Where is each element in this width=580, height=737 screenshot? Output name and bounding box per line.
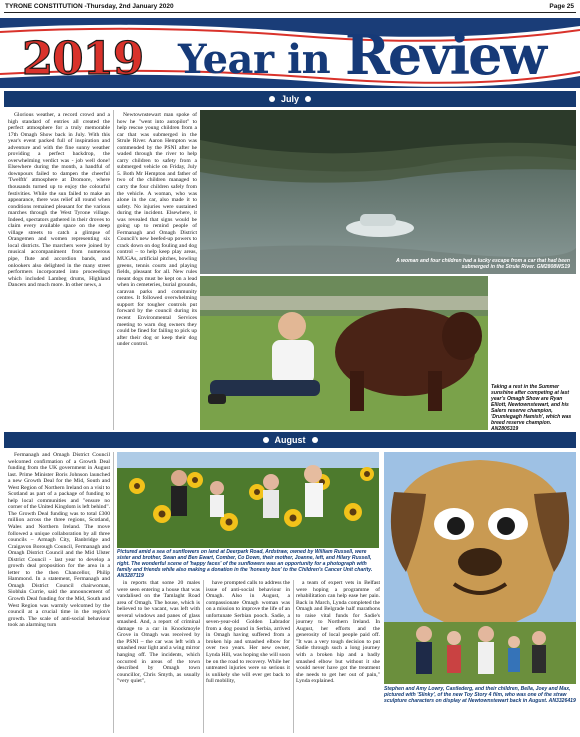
show-field-image bbox=[200, 276, 488, 430]
column-divider bbox=[113, 110, 114, 430]
section-bar-july bbox=[4, 91, 576, 107]
photo-straw-sculpture bbox=[384, 452, 576, 684]
photo-caption-sunflowers: Pictured amid a sea of sunflowers on land at Deerpark Road, Ardstraw, owned by William Russell, were sister and brother, Swan and Ben Ewart, Comber, Co Down, their mother, Joanne, left, and Hilary Russell, right. The wonderful scene of 'happy faces' of the sunflowers was an opportunity for a photograph with family and friends while also making a donation in the 'honesty box' to the Children's Cancer Unit charity. AN3287119 bbox=[117, 549, 373, 579]
august-text-col2: in reports that some 20 males were seen entering a house that was vandalised on the Tamlaght Road area of Omagh. The house, which is believed to be vacant, was left with several windows and panes of glass smashed. And, a report of criminal damage to a car in Knockmoyle Grove in Omagh was received by the PSNI – the car was left with a smashed rear light and a wing mirror hanging off. The incidents, which occurred in areas of the town described by Omagh town councillor, Chris Smyth, as usually "very quiet", bbox=[117, 580, 200, 685]
bullet-icon bbox=[269, 96, 275, 102]
august-article-col2 bbox=[117, 580, 200, 733]
august-article-col4 bbox=[296, 580, 380, 733]
august-text-col3: have prompted calls to address the issue of anti-social behaviour in Omagh. Also in August, a compassionate Omagh woman was on a mission to improve the life of an unfortunate Serbian pooch. Sadie, a seven-year-old Golden Labrador from a dog pound in Serbia, arrived in Omagh having suffered from a broken hip and smashed elbow for over two years. Her new owner, Lynda Hill, was hoping she will soon be on the road to recovery. While her untreated injuries were so serious it is unlikely she will ever get back to full mobility, bbox=[206, 580, 290, 685]
section-title-august: August bbox=[274, 435, 306, 445]
photo-submerged-car bbox=[200, 110, 576, 274]
banner-review: Review bbox=[345, 23, 545, 87]
year-in-review-banner bbox=[0, 18, 580, 88]
banner-year: 2019 bbox=[22, 32, 144, 85]
august-text-col1: Fermanagh and Omagh District Council welcomed confirmation of a Growth Deal funding from the UK government in August last. Prime Minister Boris Johnson launched a new Growth Deal for the Mid, South and West Region of Northern Ireland on a visit to Scotland as part of a package of funding to help local communities and "ensure no corner of the United Kingdom is left behind". The Growth Deal funding was to total £300 million across the three regions, Scotland, Wales and Northern Ireland. The move followed a unique collaboration by all three councils – Armagh City, Banbridge and Craigavon Borough Council, Fermanagh and Omagh District Council and the Mid Ulster District Council - last year to develop a growth deal proposition for the area in a letter to the then Chancellor, Philip Hammond. In a statement, Fermanagh and Omagh District Council chairwoman, Siobhán Currie, said the announcement of Growth Deal funding for the Mid, South and West Region was warmly welcomed by the council at a crucial time in the region's growth. The scale of anti-social behaviour took an alarming turn bbox=[8, 452, 110, 629]
bullet-icon bbox=[263, 437, 269, 443]
august-article-col3 bbox=[206, 580, 290, 733]
august-text-col4: a team of expert vets in Belfast were hoping a programme of rehabilitation can help ease her pain. Back in March, Lynda completed the Omagh and Belgrade half marathons to raise vital funds for Sadie's journey to Northern Ireland. In August, her efforts and the generosity of local people paid off. "It was a very tough decision to put Sadie through such a long journey with a broken hip and a badly smashed elbow but without it she would never have got the treatment she needs to get her out of pain," Lynda explained. bbox=[296, 580, 380, 685]
river-scene-image bbox=[200, 110, 576, 274]
bullet-icon bbox=[312, 437, 318, 443]
july-article-col1 bbox=[8, 112, 110, 430]
paper-masthead-line: TYRONE CONSTITUTION -Thursday, 2nd January 2020 bbox=[5, 3, 174, 10]
july-text-col2: Newtownstewart man spoke of how he "went into autopilot" to help rescue young children from a car that was submerged in the Strule River. Aaron Hempton was commended by the PSNI after he waded through the river to help carry children to safety from a submerged vehicle on Friday, July 5. Both Mr Hempton and father of two of the children managed to carry the four children safely from the vehicle. A woman, who was alone in the car, also made it to safety. No injuries were sustained during the incident. Elsewhere, it was revealed that signs would be going up to remind people of Fermanagh and Omagh District Council's new beefed-up powers to crack down on dog fouling and dog control – to help keep play areas, MUGAs, artificial pitches, bowling greens, tennis courts and playing fields, pleasant for all. New rules meant dogs must be kept on a lead when in cemeteries, burial grounds, caravan parks and community centres. It followed overwhelming support for tougher controls put forward by the council during its recent Environmental Services meeting to warn dog owners they could be fined for failing to pick up after their dog or keep their dog under control. bbox=[117, 112, 197, 348]
sunflower-field-image bbox=[117, 452, 379, 548]
column-divider bbox=[203, 580, 204, 733]
august-article-col1 bbox=[8, 452, 110, 733]
banner-year-in: Year in bbox=[178, 36, 331, 83]
bullet-icon bbox=[305, 96, 311, 102]
photo-caption-omagh-show: Taking a rest in the Summer sunshine after competing at last year's Omagh Show are Ryan Elliott, Newtownstewart, and his Salers reserve champion, 'Drumlegagh Hamish', which was breed reserve champion. AN2805319 bbox=[491, 384, 572, 432]
header-rule bbox=[4, 12, 576, 13]
section-bar-august bbox=[4, 432, 576, 448]
july-text-col1: Glorious weather, a record crowd and a high standard of entries all created the perfect atmosphere for a truly memorable 17th Omagh Show back in July. With this year's event packed full of inspiration and adventure and with the fine sunny weather providing a perfect backdrop, the overwhelming verdict was - job well done! Elsewhere during the month, a handful of downpours failed to dampen the cheerful 'Twelfth' atmosphere at Dromore, where thousands turned up to enjoy the colourful festivities. While the sun failed to make an appearance, there was relief all round when conditions remained pleasant for the various marches through the West Tyrone village. Indeed, spectators gathered in their droves to claim every available space on the steep village streets to catch a glimpse of Orangemen and women representing six local districts. The marchers were joined by musical accompaniment from numerous pipe, flute and accordion bands, and onlookers also delighted in the many street performers incorporated into proceedings which included Lambeg drums, Highland Dancers and much more. In other news, a bbox=[8, 112, 110, 289]
photo-caption-submerged-car: A woman and four children had a lucky escape from a car that had been submerged in the Strule River. GM2808WS19 bbox=[396, 258, 570, 270]
section-title-july: July bbox=[280, 94, 299, 104]
page-number: Page 25 bbox=[549, 3, 574, 10]
photo-sunflowers bbox=[117, 452, 379, 548]
column-divider bbox=[293, 580, 294, 733]
photo-omagh-show-bull bbox=[200, 276, 488, 430]
column-divider bbox=[113, 452, 114, 733]
photo-caption-straw-sculpture: Stephen and Amy Lowry, Castlederg, and their children, Bella, Joey and Max, pictured with 'Slinky', of the new Toy Story 4 film, who was one of the straw sculpture characters on display at Newtownstewart back in August. AN3326419 bbox=[384, 686, 576, 704]
straw-dog-image bbox=[384, 452, 576, 684]
july-article-col2 bbox=[117, 112, 197, 430]
